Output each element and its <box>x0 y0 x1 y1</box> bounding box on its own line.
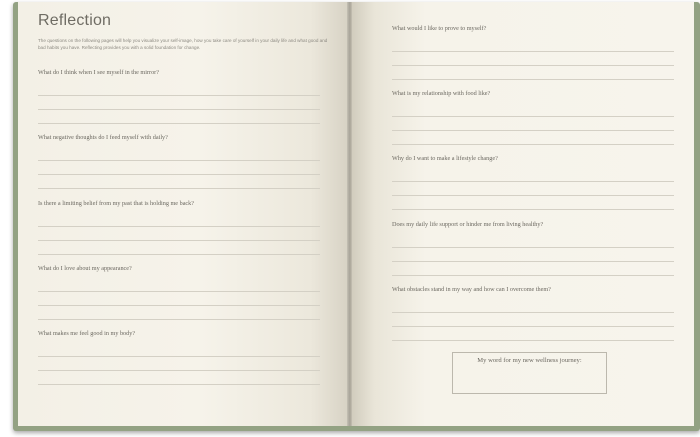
question-9: Does my daily life support or hinder me from living healthy? <box>392 221 544 228</box>
question-4: What do I love about my appearance? <box>38 265 132 272</box>
answer-line[interactable] <box>38 305 320 306</box>
answer-line[interactable] <box>38 240 320 241</box>
wellness-word-label: My word for my new wellness journey: <box>477 357 582 364</box>
answer-line[interactable] <box>38 123 320 124</box>
answer-line[interactable] <box>392 144 674 145</box>
answer-line[interactable] <box>38 254 320 255</box>
book-spine <box>347 2 352 426</box>
page-title: Reflection <box>38 12 112 29</box>
answer-line[interactable] <box>38 384 320 385</box>
intro-text: The questions on the following pages will help you visualize your self-image, how you take care of yourself in your daily life and what good and bad habits you have. Reflecting provides you with a solid foundation for change. <box>38 38 328 50</box>
answer-line[interactable] <box>38 109 320 110</box>
question-5: What makes me feel good in my body? <box>38 330 136 337</box>
question-2: What negative thoughts do I feed myself with daily? <box>38 134 168 141</box>
answer-line[interactable] <box>392 79 674 80</box>
question-8: Why do I want to make a lifestyle change? <box>392 155 498 162</box>
answer-line[interactable] <box>392 65 674 66</box>
answer-line[interactable] <box>392 181 674 182</box>
answer-line[interactable] <box>392 195 674 196</box>
answer-line[interactable] <box>38 226 320 227</box>
answer-line[interactable] <box>392 312 674 313</box>
answer-line[interactable] <box>38 291 320 292</box>
answer-line[interactable] <box>38 95 320 96</box>
question-3: Is there a limiting belief from my past that is holding me back? <box>38 200 195 207</box>
answer-line[interactable] <box>392 116 674 117</box>
answer-line[interactable] <box>392 51 674 52</box>
left-page <box>18 2 350 426</box>
question-10: What obstacles stand in my way and how can I overcome them? <box>392 286 551 293</box>
answer-line[interactable] <box>38 188 320 189</box>
answer-line[interactable] <box>392 340 674 341</box>
answer-line[interactable] <box>392 326 674 327</box>
answer-line[interactable] <box>38 174 320 175</box>
answer-line[interactable] <box>392 209 674 210</box>
answer-line[interactable] <box>38 370 320 371</box>
answer-line[interactable] <box>392 275 674 276</box>
answer-line[interactable] <box>38 356 320 357</box>
answer-line[interactable] <box>392 261 674 262</box>
answer-line[interactable] <box>38 160 320 161</box>
answer-line[interactable] <box>38 319 320 320</box>
question-7: What is my relationship with food like? <box>392 90 491 97</box>
wellness-word-box[interactable] <box>452 352 607 394</box>
answer-line[interactable] <box>392 130 674 131</box>
question-1: What do I think when I see myself in the mirror? <box>38 69 159 76</box>
answer-line[interactable] <box>392 247 674 248</box>
question-6: What would I like to prove to myself? <box>392 25 487 32</box>
